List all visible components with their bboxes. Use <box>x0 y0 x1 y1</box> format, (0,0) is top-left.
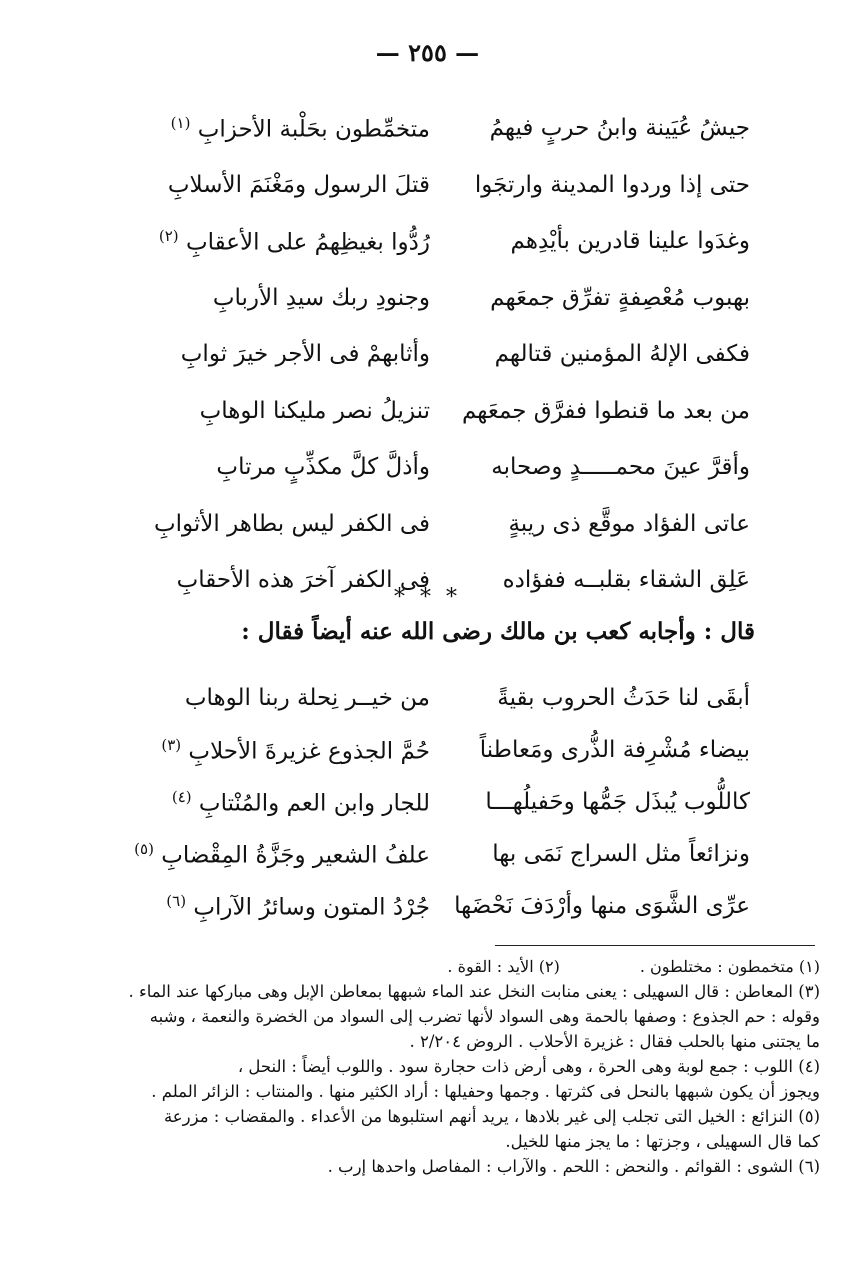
poem-second <box>130 672 750 932</box>
second-hemistich: فى الكفر ليس بطاهر الأثوابِ <box>153 510 430 537</box>
footnote-ref: (٤) <box>171 787 192 806</box>
verse-line <box>130 724 750 776</box>
second-hemistich: وأثابهمْ فى الأجر خيرَ ثوابِ <box>180 341 430 368</box>
footnote-line: ويجوز أن يكون شبهها بالنحل فى كثرتها . وجمها وحفيلها : أراد الكثير منها . والمنتاب : الزائر الملم . <box>151 1082 820 1101</box>
hemistich-text: جُرْدُ المتون وسائرُ الآرابِ <box>193 894 430 921</box>
footnote-ref: (٥) <box>134 839 154 858</box>
hemistich-text: حُمَّ الجذوع غزيرةَ الأحلابِ <box>188 738 430 765</box>
verse-line <box>130 326 750 383</box>
verse-line <box>130 270 750 327</box>
verse-line <box>130 496 750 553</box>
verse-line <box>130 880 750 932</box>
verse-line <box>130 213 750 270</box>
first-hemistich: فكفى الإلهُ المؤمنين قتالهم <box>494 341 750 368</box>
first-hemistich: من بعد ما قنطوا ففرَّق جمعَهم <box>461 397 750 424</box>
second-hemistich <box>130 892 430 921</box>
hemistich-text: علفُ الشعير وجَزَّةُ المِقْضابِ <box>161 842 430 869</box>
first-hemistich: وغدَوا علينا قادرين بأيْدِهم <box>510 228 750 255</box>
second-hemistich <box>130 736 430 765</box>
footnote-separator <box>495 945 815 946</box>
first-hemistich: ونزائعاً مثل السراج نَمَى بها <box>492 841 750 867</box>
first-hemistich: بهبوب مُعْصِفةٍ تفرِّق جمعَهم <box>490 284 750 311</box>
first-hemistich: عرِّى الشَّوَى منها وأرْدَفَ نَحْضَها <box>454 893 750 919</box>
hemistich-text: متخمِّطون بحَلْبة الأحزابِ <box>197 116 430 143</box>
first-hemistich: عَلِق الشقاء بقلبــه ففؤاده <box>502 567 750 594</box>
verse-line <box>130 672 750 724</box>
footnote-1: (١) متخمطون : مختلطون . <box>639 957 820 976</box>
footnote-line: (٥) النزائع : الخيل التى تجلب إلى غير بلادها ، يريد أنهم استلبوها من الأعداء . والمقضاب : مزرعة <box>163 1107 820 1126</box>
footnote-ref: (٦) <box>166 891 187 910</box>
second-hemistich: تنزيلُ نصر مليكنا الوهابِ <box>199 397 430 424</box>
second-hemistich: وجنودِ ربك سيدِ الأربابِ <box>212 284 430 311</box>
second-hemistich <box>130 840 430 869</box>
footnote-line: وقوله : حم الجذوع : وصفها بالحمة وهى السواد لأنها تضرب إلى السواد من الخضرة والنعمة ، وشبه <box>149 1007 820 1026</box>
page-number: — ٢٥٥ — <box>375 38 480 67</box>
second-hemistich <box>130 227 430 256</box>
second-hemistich: فى الكفر آخرَ هذه الأحقابِ <box>176 567 430 594</box>
verse-line <box>130 776 750 828</box>
footnote-2: (٢) الأيد : القوة . <box>447 957 560 976</box>
second-hemistich <box>130 114 430 143</box>
verse-line <box>130 100 750 157</box>
first-hemistich: عاتى الفؤاد موقَّع ذى ريبةٍ <box>508 510 750 537</box>
footnote-line: (٣) المعاطن : قال السهيلى : يعنى منابت النخل عند الماء شبهها بمعاطن الإبل وهى مباركها عند الماء . <box>128 982 820 1001</box>
first-hemistich: جيشُ عُيَينة وابنُ حربٍ فيهمُ <box>489 115 750 142</box>
footnote-ref: (١) <box>170 113 191 132</box>
footnote-line: (٤) اللوب : جمع لوبة وهى الحرة ، وهى أرض ذات حجارة سود . واللوب أيضاً : النحل ، <box>237 1057 820 1076</box>
footnote-line <box>95 954 820 979</box>
verse-line <box>130 439 750 496</box>
first-hemistich: حتى إذا وردوا المدينة وارتجَوا <box>474 171 750 198</box>
hemistich-text: رُدُّوا بغيظِهمُ على الأعقابِ <box>185 229 430 256</box>
first-hemistich: بيضاء مُشْرِفة الذُّرى ومَعاطناً <box>479 737 750 763</box>
second-hemistich: من خيــر نِحلة ربنا الوهاب <box>184 685 430 711</box>
footnote-ref: (٣) <box>161 735 182 754</box>
second-hemistich: وأذلَّ كلَّ مكذِّبٍ مرتابِ <box>216 454 430 481</box>
poem-first <box>130 100 750 609</box>
verse-line <box>130 828 750 880</box>
footnote-line: ما يجتنى منها بالحلب فقال : غزيرة الأحلاب . الروض ٢/٢٠٤ . <box>409 1032 820 1051</box>
second-hemistich <box>130 788 430 817</box>
first-hemistich: كاللُّوب يُبذَل جَمُّها وحَفيلُهـــا <box>485 789 750 815</box>
footnotes <box>95 954 820 1179</box>
section-intro: قال : وأجابه كعب بن مالك رضى الله عنه أيضاً فقال : <box>241 618 755 645</box>
first-hemistich: أبقَى لنا حَدَثُ الحروب بقيةً <box>497 685 750 711</box>
footnote-ref: (٢) <box>158 226 179 245</box>
verse-line <box>130 383 750 440</box>
second-hemistich: قتلَ الرسول ومَغْنَمَ الأسلابِ <box>167 171 430 198</box>
verse-line <box>130 157 750 214</box>
footnote-line: كما قال السهيلى ، وجزتها : ما يجز منها للخيل. <box>505 1132 820 1151</box>
hemistich-text: للجار وابن العم والمُنْتابِ <box>198 790 430 817</box>
footnote-line: (٦) الشوى : القوائم . والنحض : اللحم . والآراب : المفاصل واحدها إرب . <box>327 1157 820 1176</box>
first-hemistich: وأقرَّ عينَ محمـــــدٍ وصحابه <box>491 454 750 481</box>
section-divider-stars: * * * <box>394 585 461 610</box>
